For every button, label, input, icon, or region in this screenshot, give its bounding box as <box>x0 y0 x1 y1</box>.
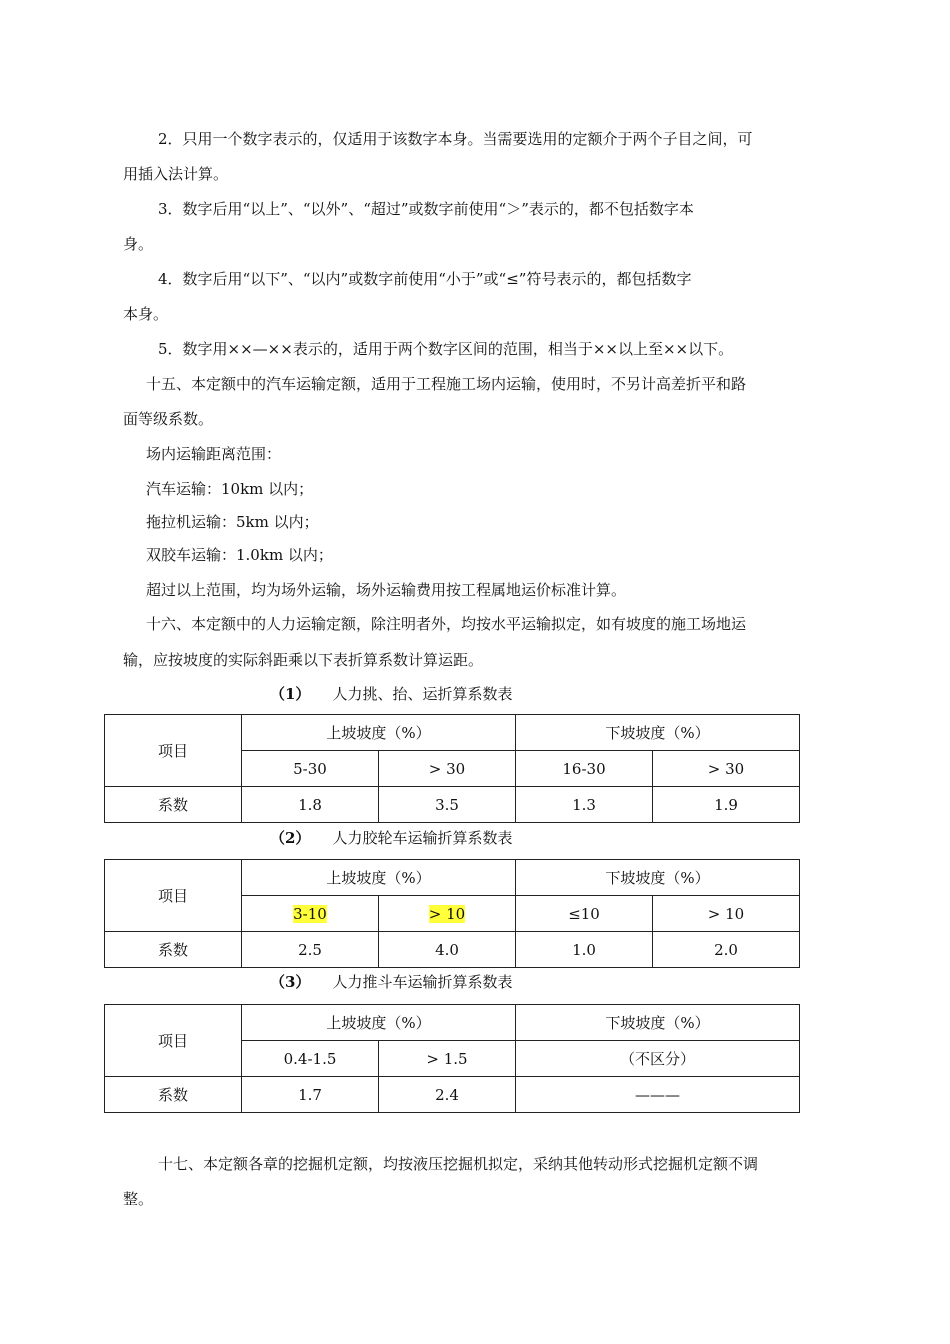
paragraph: 双胶车运输：1.0km 以内； <box>146 546 333 564</box>
table-cell: 2.5 <box>242 932 379 968</box>
paragraph: 2．只用一个数字表示的，仅适用于该数字本身。当需要选用的定额介于两个子目之间，可 <box>158 130 753 148</box>
item-header: 项目 <box>105 860 242 932</box>
table-cell <box>379 896 516 932</box>
paragraph: 4．数字后用“以下”、“以内”或数字前使用“小于”或“≤”符号表示的，都包括数字 <box>158 270 692 288</box>
table-cell: 1.7 <box>242 1077 379 1113</box>
table-cell: （不区分） <box>516 1041 800 1077</box>
paragraph: 整。 <box>123 1190 154 1208</box>
paragraph: 本身。 <box>123 305 169 323</box>
table-cell: 2.4 <box>379 1077 516 1113</box>
table-cell: 1.0 <box>516 932 653 968</box>
table-row <box>105 715 800 751</box>
table-cell: 1.3 <box>516 787 653 823</box>
table-row <box>105 787 800 823</box>
table-title: 人力胶轮车运输折算系数表 <box>332 829 513 847</box>
paragraph: 拖拉机运输：5km 以内； <box>146 513 319 531</box>
table-cell: 5-30 <box>242 751 379 787</box>
table-number: （1） <box>270 685 311 703</box>
paragraph: 十六、本定额中的人力运输定额，除注明者外，均按水平运输拟定，如有坡度的施工场地运 <box>146 615 747 633</box>
table-cell: 2.0 <box>653 932 800 968</box>
table-cell: ——— <box>516 1077 800 1113</box>
table-cell: 3.5 <box>379 787 516 823</box>
table-caption <box>270 684 512 704</box>
table-title: 人力挑、抬、运折算系数表 <box>332 685 513 703</box>
table-cell: 0.4-1.5 <box>242 1041 379 1077</box>
table-cell: 16-30 <box>516 751 653 787</box>
table-number: （2） <box>270 829 311 847</box>
table-cell: 4.0 <box>379 932 516 968</box>
table-row <box>105 932 800 968</box>
downhill-header: 下坡坡度（%） <box>516 1005 800 1041</box>
table-cell: > 10 <box>653 896 800 932</box>
table-number: （3） <box>270 973 311 991</box>
coefficient-table-1 <box>104 714 800 823</box>
table-cell: 1.8 <box>242 787 379 823</box>
item-header: 项目 <box>105 1005 242 1077</box>
paragraph: 十五、本定额中的汽车运输定额，适用于工程施工场内运输，使用时，不另计高差折平和路 <box>146 375 747 393</box>
table-caption <box>270 972 512 992</box>
table-cell: > 30 <box>379 751 516 787</box>
table-cell: > 1.5 <box>379 1041 516 1077</box>
coefficient-label: 系数 <box>105 1077 242 1113</box>
item-header: 项目 <box>105 715 242 787</box>
coefficient-label: 系数 <box>105 787 242 823</box>
paragraph: 身。 <box>123 235 154 253</box>
table-row <box>105 1077 800 1113</box>
paragraph: 面等级系数。 <box>123 410 214 428</box>
table-title: 人力推斗车运输折算系数表 <box>332 973 513 991</box>
table-cell: 1.9 <box>653 787 800 823</box>
uphill-header: 上坡坡度（%） <box>242 715 516 751</box>
table-caption <box>270 828 512 848</box>
paragraph: 用插入法计算。 <box>123 165 229 183</box>
paragraph: 输，应按坡度的实际斜距乘以下表折算系数计算运距。 <box>123 651 484 669</box>
coefficient-table-3 <box>104 1004 800 1113</box>
table-cell: > 30 <box>653 751 800 787</box>
table-row <box>105 860 800 896</box>
uphill-header: 上坡坡度（%） <box>242 1005 516 1041</box>
coefficient-label: 系数 <box>105 932 242 968</box>
highlighted-text: 3-10 <box>293 904 327 923</box>
downhill-header: 下坡坡度（%） <box>516 715 800 751</box>
coefficient-table-2 <box>104 859 800 968</box>
paragraph: 十七、本定额各章的挖掘机定额，均按液压挖掘机拟定，采纳其他转动形式挖掘机定额不调 <box>158 1155 759 1173</box>
paragraph: 汽车运输：10km 以内； <box>146 480 314 498</box>
table-cell <box>242 896 379 932</box>
uphill-header: 上坡坡度（%） <box>242 860 516 896</box>
downhill-header: 下坡坡度（%） <box>516 860 800 896</box>
paragraph: 5．数字用××—××表示的，适用于两个数字区间的范围，相当于××以上至××以下。 <box>158 340 734 358</box>
paragraph: 场内运输距离范围： <box>146 445 282 463</box>
paragraph: 3．数字后用“以上”、“以外”、“超过”或数字前使用“＞”表示的，都不包括数字本 <box>158 200 694 218</box>
paragraph: 超过以上范围，均为场外运输，场外运输费用按工程属地运价标准计算。 <box>146 581 627 599</box>
table-row <box>105 1005 800 1041</box>
table-cell: ≤10 <box>516 896 653 932</box>
highlighted-text: > 10 <box>428 904 466 923</box>
